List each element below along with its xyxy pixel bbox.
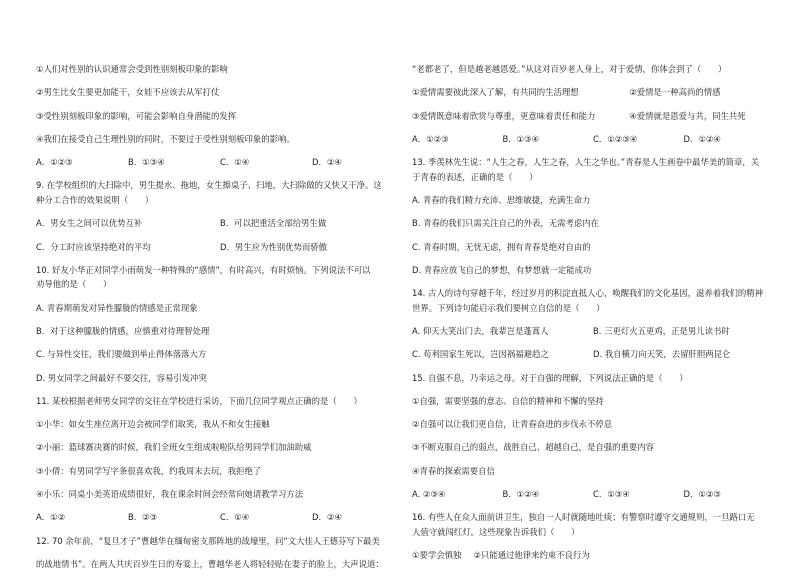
q12-item-2: ②爱情是一种高尚的情感 — [629, 87, 721, 98]
q16-items — [412, 550, 774, 561]
q11-item-3: ③小倩：有男同学写字条很喜欢我，约我周末去玩，我拒绝了 — [36, 465, 262, 476]
q12-item-4: ④爱情就是恩爱与共，同生共死 — [629, 110, 746, 121]
q9-option-b[interactable]: B．可以把重活全部给男生做 — [220, 218, 327, 229]
q13-stem-line-2: 于青春的表述，正确的是（ ） — [412, 171, 538, 182]
q13-stem-line-1: 13. 季羡林先生说：“人生之春，人生之春，人生之华也。”青春是人生画卷中最华美的简章，关 — [412, 157, 760, 168]
q16-stem-line-2: 人值守就闯红灯。这些现象告诉我们（ ） — [412, 526, 580, 537]
q12-option-b[interactable]: B．①③④ — [502, 133, 540, 144]
q15-item-2: ②自强可以让我们更自信，让青春奋进的步伐永不停息 — [412, 419, 613, 430]
q15-option-a[interactable]: A. ②③④ — [412, 489, 446, 500]
left-column — [36, 64, 404, 582]
q9-options-row-2 — [36, 242, 404, 253]
q15-stem: 15. 自强不息，乃幸运之母。对于自强的理解，下列说法正确的是（ ） — [412, 372, 688, 383]
q11-option-d[interactable]: D．②④ — [312, 512, 342, 523]
q15-options — [412, 489, 774, 500]
q9-option-a[interactable]: A．男女生之间可以优势互补 — [36, 218, 143, 229]
q12-item-1: ①爱情需要彼此深入了解，有共同的生活理想 — [412, 87, 579, 98]
q8-option-a[interactable]: A．①②③ — [36, 157, 73, 168]
q15-item-4: ④青春的探索需要自信 — [412, 465, 495, 476]
q8-item-2: ②男生比女生要更加能干，女娃不应该去从军打仗 — [36, 87, 220, 98]
q12-option-d[interactable]: D．①②④ — [683, 133, 721, 144]
q12-stem-line-1: 12. 70 余年前，“复旦才子”曹越华在缅甸密支那阵地的战壕里，问“文大佳人王德芬写下最美 — [36, 535, 380, 546]
q10-option-b[interactable]: B．对于这种朦胧的情感，应慎重对待理智处理 — [36, 325, 210, 336]
q15-option-b[interactable]: B．①②④ — [502, 489, 540, 500]
q12-option-a[interactable]: A．①②③ — [412, 133, 449, 144]
q8-option-c[interactable]: C．①④ — [220, 157, 250, 168]
q13-option-c[interactable]: C. 青春时期，无忧无虑，拥有青春是绝对自由的 — [412, 241, 591, 252]
q12-items-row-1 — [412, 87, 774, 98]
q8-option-d[interactable]: D．②④ — [312, 157, 342, 168]
q13-option-b[interactable]: B. 青春的我们只需关注自己的外表，无需考虑内在 — [412, 218, 599, 229]
q11-option-b[interactable]: B．②③ — [128, 512, 158, 523]
q11-item-4: ④小乐：同桌小美英语成绩很好，我在课余时间会经常向她请教学习方法 — [36, 489, 304, 500]
q14-option-d[interactable]: D. 我自横刀向天笑，去留肝胆两昆仑 — [593, 349, 731, 360]
q8-option-b[interactable]: B．①③④ — [128, 157, 165, 168]
q15-option-d[interactable]: D．①②③ — [683, 489, 721, 500]
q16-item-1: ①要学会慎独 — [412, 550, 462, 561]
q15-option-c[interactable]: C．①③④ — [593, 489, 630, 500]
q15-item-1: ①自强，需要坚强的意志、自信的精神和不懈的坚持 — [412, 395, 604, 406]
q14-option-c[interactable]: C. 苟利国家生死以，岂因祸福避趋之 — [412, 349, 549, 360]
q14-stem-line-2: 世界。下列诗句能启示我们要树立自信的是（ ） — [412, 302, 605, 313]
q14-stem-line-1: 14. 古人的诗句穿越千年，经过岁月的积淀直抵人心，唤醒我们的文化基因，滋养着我们的精神 — [412, 288, 763, 299]
q8-item-3: ③受性别刻板印象的影响，可能会影响自身潜能的发挥 — [36, 110, 237, 121]
q11-option-a[interactable]: A．①② — [36, 512, 66, 523]
q12-item-3: ③爱情既意味着欣赏与尊重，更意味着责任和能力 — [412, 110, 596, 121]
q9-options-row-1 — [36, 218, 404, 229]
q14-options-row-1 — [412, 326, 774, 337]
q9-stem-line-2: 种分工合作的效果说明（ ） — [36, 194, 154, 205]
right-column — [412, 64, 774, 573]
q14-option-b[interactable]: B. 三更灯火五更鸡，正是男儿读书时 — [593, 325, 730, 336]
q8-item-1: ①人们对性别的认识通常会受到性别刻板印象的影响 — [36, 64, 228, 74]
q12-stem-line-3: “老都老了，但是越老越恩爱。”从这对百岁老人身上，对于爱情，你体会到了（ ） — [412, 64, 727, 74]
q9-stem-line-1: 9. 在学校组织的大扫除中，男生提水、拖地，女生擦桌子、扫地，大扫除做的又快又干净。这 — [36, 180, 382, 191]
q12-items-row-2 — [412, 111, 774, 122]
q14-option-a[interactable]: A. 仰天大笑出门去，我辈岂是蓬蒿人 — [412, 325, 549, 336]
q8-options — [36, 157, 404, 168]
q12-stem-line-2: 的战地情书”。在两人共庆百岁生日的寿宴上，曹越华老人将轻轻贴在妻子的脸上，大声说道： — [36, 558, 384, 569]
q12-option-c[interactable]: C．①②③④ — [593, 133, 638, 144]
q11-item-1: ①小华：如女生座位离开边会被同学们取笑，我从不和女生接触 — [36, 419, 270, 430]
q13-option-d[interactable]: D. 青春应放飞自己的梦想，有梦想就一定能成功 — [412, 264, 592, 275]
q11-stem: 11. 某校根据老师男女同学的交往在学校进行采访，下面几位同学观点正确的是（ ） — [36, 395, 362, 406]
q10-stem-line-2: 劝导他的是（ ） — [36, 279, 112, 290]
q14-options-row-2 — [412, 349, 774, 360]
q11-option-c[interactable]: C．①④ — [220, 512, 250, 523]
q10-option-c[interactable]: C. 与异性交往，我们要做到举止得体落落大方 — [36, 349, 207, 360]
q10-option-d[interactable]: D. 男女同学之间最好不要交往，容易引发冲突 — [36, 372, 207, 383]
q10-option-a[interactable]: A. 青春期萌发对异性朦胧的情感是正常现象 — [36, 302, 198, 313]
q9-option-c[interactable]: C．分工时应该坚持绝对的平均 — [36, 241, 151, 252]
q16-stem-line-1: 16. 有些人在众人面前讲卫生，独自一人时就随地吐痰；有警察时遵守交通规则，一旦路口无 — [412, 512, 755, 523]
q11-options — [36, 512, 404, 523]
q8-item-4: ④我们在接受自己生理性别的同时，不要过于受性别刻板印象的影响。 — [36, 133, 295, 144]
q12-options — [412, 134, 774, 145]
q10-stem-line-1: 10. 好友小华正对同学小雨萌发一种特殊的“感情”，有时高兴，有时烦恼。下列说法不可以 — [36, 264, 371, 275]
q15-item-3: ③不断克服自己的弱点，战胜自己、超越自己，是自强的重要内容 — [412, 442, 655, 453]
q13-option-a[interactable]: A. 青春的我们精力充沛、思维敏捷，充满生命力 — [412, 194, 591, 205]
q9-option-d[interactable]: D．男生应为性别优势而骄傲 — [220, 241, 327, 252]
q16-item-2: ②只能通过他律来约束不良行为 — [473, 550, 590, 561]
q11-item-2: ②小丽：篮球赛决赛的时候，我们全班女生组成啦啦队给男同学们加油助威 — [36, 442, 312, 453]
